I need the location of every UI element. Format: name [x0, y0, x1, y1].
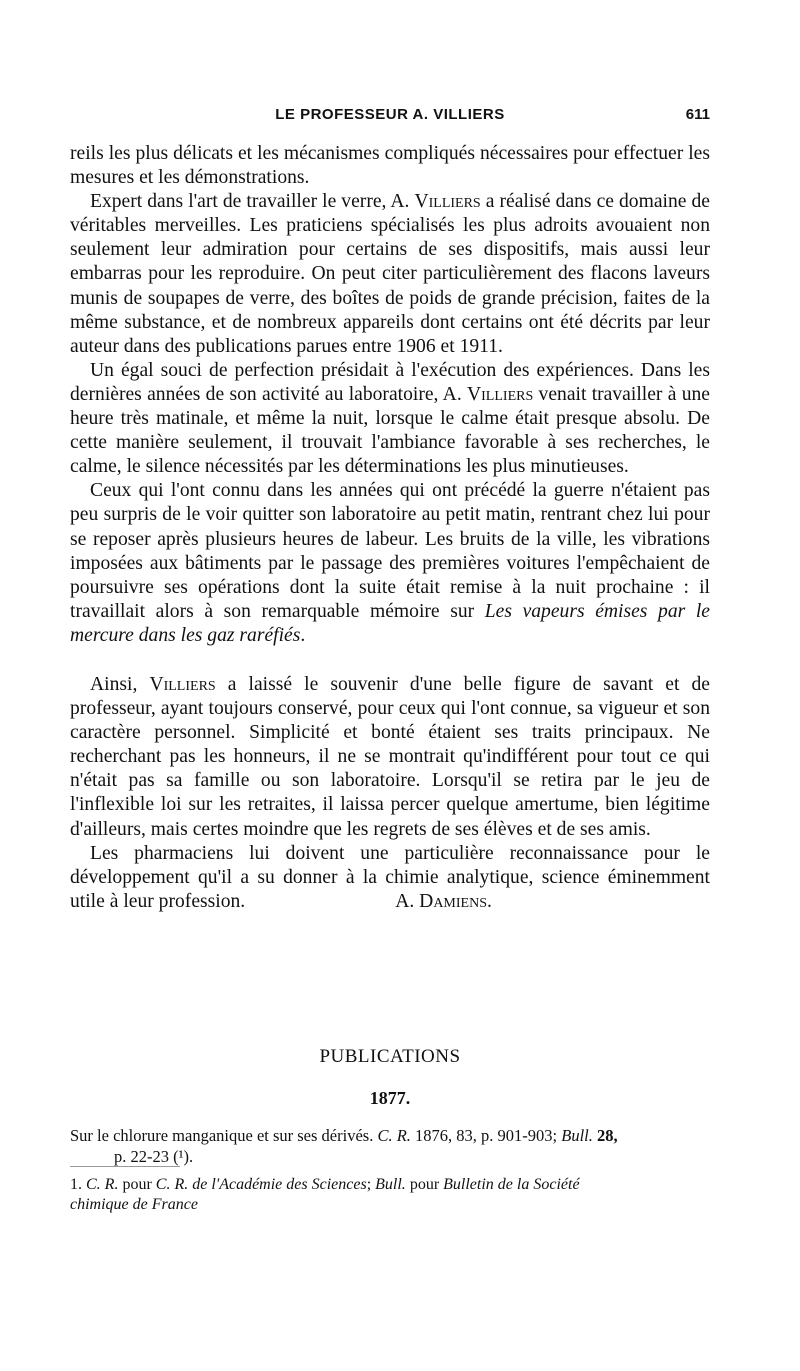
publications-heading: PUBLICATIONS: [319, 1046, 461, 1067]
author-name: Villiers: [414, 191, 481, 213]
author-name: Villiers: [149, 673, 216, 695]
memoir-title: Les vapeurs émises par le mercure dans les gaz raréfiés: [70, 600, 710, 646]
paragraph-1-text: reils les plus délicats et les mécanismes compliqués nécessaires pour effectuer les mesures et les démonstrations.: [70, 143, 710, 189]
paragraph-6: [70, 842, 710, 914]
footnote-abbrev-bull: Bull.: [375, 1176, 406, 1193]
publication-year: 1877.: [369, 1088, 411, 1108]
paragraph-4-end: .: [300, 624, 306, 646]
paragraph-3: [70, 359, 710, 479]
paragraph-4-text-a: Ceux qui l'ont connu dans les années qui ont précédé la guerre n'étaient pas peu surpris de le voir quitter son laboratoire au petit matin, rentrant chez lui pour se reposer après plusieurs heures de labeur. Les bruits de la ville, les vibrations imposées aux bâtiments par le passage des premières voitures l'empêchaient de poursuivre ses opérations dont la suite était remise à la nuit prochaine : il travaillait alors à son remarquable mémoire sur: [70, 480, 710, 622]
paragraph-5-text-a: Ainsi,: [90, 673, 150, 695]
footnote-full-bull-cont: chimique de France: [70, 1196, 198, 1213]
paragraph-3-text-a: Un égal souci de perfection présidait à l'exécution des expériences. Dans les dernières années de son activité au laboratoire, A.: [70, 359, 710, 405]
footnote-full-bull: Bulletin de la Société: [443, 1176, 580, 1193]
paragraph-6-text: Les pharmaciens lui doivent une particulière reconnaissance pour le développement qu'il a su donner à la chimie analytique, science éminemment utile à leur profession.: [70, 842, 710, 912]
publication-entry: [70, 1125, 710, 1167]
paragraph-1: [70, 142, 710, 190]
entry-pages: p. 22-23 (¹).: [114, 1147, 194, 1166]
entry-title: Sur le chlorure manganique et sur ses dérivés.: [70, 1126, 378, 1145]
footnote-full-cr: C. R. de l'Académie des Sciences: [155, 1176, 367, 1193]
footnote-text: pour: [405, 1176, 444, 1193]
signature: [395, 891, 492, 912]
footnote-divider: [70, 1166, 180, 1167]
paragraph-4: [70, 479, 710, 648]
page-number: 611: [685, 106, 710, 123]
paragraph-5: [70, 673, 710, 842]
paragraph-2: [70, 190, 710, 359]
signature-initial: A.: [395, 890, 420, 912]
paragraph-3-text-b: venait travailler à une heure très matinale, et même la nuit, lorsque le calme était presque absolu. De cette manière seulement, il trouvait l'ambiance favorable à ses recherches, le calme, le silence nécessités par les déterminations les plus minutieuses.: [70, 383, 710, 478]
running-title: LE PROFESSEUR A. VILLIERS: [275, 106, 505, 123]
footnote-number: 1.: [70, 1176, 86, 1193]
footnote-text: pour: [118, 1176, 156, 1193]
entry-ref-journal: C. R.: [377, 1126, 411, 1145]
entry-ref-details: 1876, 83, p. 901-903;: [410, 1126, 562, 1145]
author-name: Villiers: [467, 383, 534, 405]
entry-ref-bulletin: Bull.: [561, 1126, 593, 1145]
signature-name: Damiens.: [419, 890, 492, 912]
body-text: [70, 142, 710, 914]
paragraph-2-text-b: a réalisé dans ce domaine de véritables merveilles. Les praticiens spécialisés les plus adroits avouaient non seulement leur admiration pour certains de ses dispositifs, mais aussi leur embarras pour les reproduire. On peut citer particulièrement des flacons laveurs munis de soupapes de verre, des boîtes de poids de grande précision, faites de la même substance, et de nombreux appareils dont certains ont été décrits par leur auteur dans des publications parues entre 1906 et 1911.: [70, 191, 710, 357]
entry-ref-volume: 28,: [592, 1126, 618, 1145]
paragraph-5-text-b: a laissé le souvenir d'une belle figure de savant et de professeur, ayant toujours conservé, pour ceux qui l'ont connue, sa vigueur et son caractère personnel. Simplicité et bonté étaient ses traits principaux. Ne recherchant pas les honneurs, il ne se montrait qu'indifférent pour tout ce qui n'était pas sa famille ou son laboratoire. Lorsqu'il se retira par le jeu de l'inflexible loi sur les retraites, il laissa percer quelque amertume, bien légitime d'ailleurs, mais certes moindre que les regrets de ses élèves et de ses amis.: [70, 673, 710, 840]
footnote-abbrev-cr: C. R.: [86, 1176, 119, 1193]
paragraph-2-text-a: Expert dans l'art de travailler le verre, A.: [90, 191, 415, 213]
page-header: [70, 106, 710, 132]
footnote-text: ;: [366, 1176, 376, 1193]
footnote: [70, 1175, 710, 1215]
